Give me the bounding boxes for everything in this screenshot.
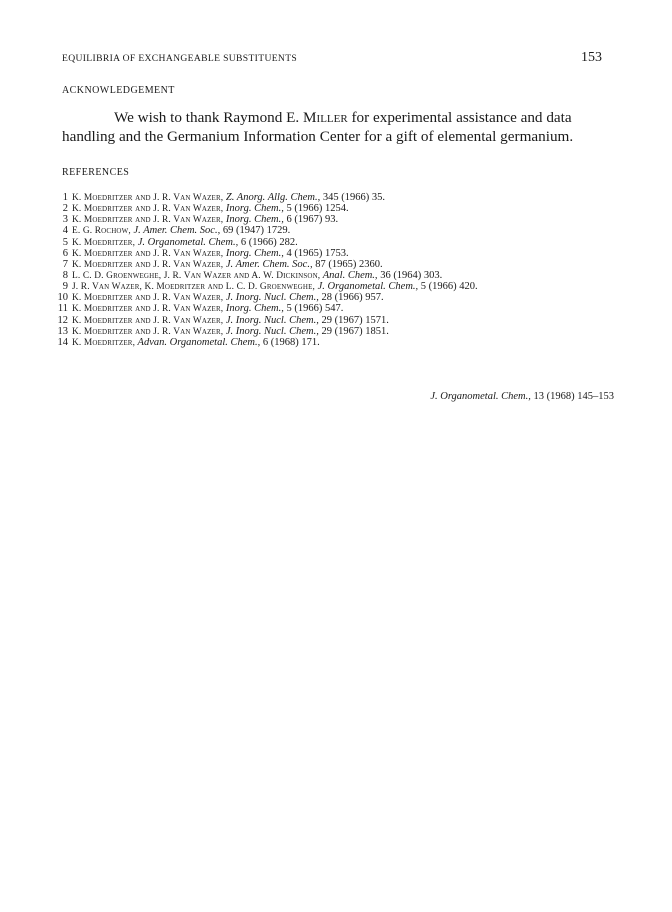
reference-text — [72, 337, 320, 349]
reference-volume-year-page: 5 (1966) 420. — [418, 281, 478, 293]
reference-number: 14 — [57, 336, 68, 348]
reference-number: 2 — [62, 203, 68, 215]
reference-journal: Inorg. Chem., — [223, 203, 284, 215]
reference-journal: J. Amer. Chem. Soc., — [223, 258, 313, 270]
reference-authors: K. Moedritzer and J. R. Van Wazer, — [72, 315, 224, 326]
reference-volume-year-page: 87 (1965) 2360. — [312, 258, 383, 270]
reference-journal: J. Inorg. Nucl. Chem., — [223, 325, 319, 337]
reference-list — [56, 192, 616, 348]
footer-journal: J. Organometal. Chem., — [430, 391, 531, 402]
reference-authors: K. Moedritzer and J. R. Van Wazer, — [72, 204, 224, 215]
reference-number: 11 — [57, 303, 68, 315]
reference-authors: K. Moedritzer, — [72, 337, 136, 348]
reference-journal: Anal. Chem., — [320, 269, 378, 281]
reference-authors: K. Moedritzer, — [72, 237, 136, 248]
reference-authors: L. C. D. Groenweghe, J. R. Van Wazer and A. W. Dickinson, — [72, 270, 321, 281]
reference-item — [56, 237, 616, 248]
reference-item — [56, 259, 616, 270]
reference-authors: K. Moedritzer and J. R. Van Wazer, — [72, 248, 224, 259]
acknowledgement-line-2: handling and the Germanium Information Center for a gift of elemental germanium. — [62, 128, 574, 145]
reference-number: 13 — [57, 325, 68, 337]
reference-journal: J. Organometal. Chem., — [315, 281, 419, 293]
acknowledgement-paragraph — [62, 108, 614, 146]
reference-journal: J. Amer. Chem. Soc., — [130, 225, 221, 237]
reference-number: 1 — [62, 192, 68, 203]
reference-item — [56, 303, 616, 314]
reference-authors: K. Moedritzer and J. R. Van Wazer, — [72, 193, 224, 203]
reference-journal: Z. Anorg. Allg. Chem., — [223, 192, 321, 203]
reference-item — [56, 192, 616, 203]
reference-authors: E. G. Rochow, — [72, 226, 131, 237]
reference-number: 10 — [57, 292, 68, 304]
reference-number: 12 — [57, 314, 68, 326]
footer-citation: 13 (1968) 145–153 — [530, 391, 614, 402]
reference-volume-year-page: 5 (1966) 1254. — [283, 203, 349, 215]
reference-journal: J. Inorg. Nucl. Chem., — [223, 314, 319, 326]
running-title: EQUILIBRIA OF EXCHANGEABLE SUBSTITUENTS — [62, 53, 298, 64]
reference-volume-year-page: 4 (1965) 1753. — [283, 247, 349, 259]
running-head — [62, 50, 602, 66]
reference-item — [56, 225, 616, 236]
reference-item — [56, 248, 616, 259]
reference-volume-year-page: 28 (1966) 957. — [318, 292, 384, 304]
reference-volume-year-page: 6 (1967) 93. — [283, 214, 339, 226]
reference-item — [56, 214, 616, 225]
ack-text-before-name: We wish to thank Raymond E. — [114, 109, 304, 126]
reference-item — [56, 326, 616, 337]
reference-journal: Advan. Organometal. Chem., — [135, 336, 261, 348]
references-heading: REFERENCES — [62, 167, 130, 178]
reference-volume-year-page: 36 (1964) 303. — [377, 269, 443, 281]
reference-volume-year-page: 69 (1947) 1729. — [220, 225, 291, 237]
reference-item — [56, 270, 616, 281]
reference-number: 8 — [62, 269, 68, 281]
acknowledgement-heading: ACKNOWLEDGEMENT — [62, 85, 175, 96]
reference-volume-year-page: 5 (1966) 547. — [283, 303, 344, 315]
reference-number: 4 — [62, 225, 68, 237]
reference-item — [56, 281, 616, 292]
reference-item — [56, 337, 616, 348]
reference-item — [56, 292, 616, 303]
page-number: 153 — [581, 50, 602, 65]
reference-authors: K. Moedritzer and J. R. Van Wazer, — [72, 215, 224, 226]
reference-item — [56, 315, 616, 326]
reference-volume-year-page: 345 (1966) 35. — [320, 192, 385, 203]
reference-journal: Inorg. Chem., — [223, 214, 284, 226]
reference-journal: J. Inorg. Nucl. Chem., — [223, 292, 319, 304]
reference-number: 7 — [62, 258, 68, 270]
reference-item — [56, 203, 616, 214]
ack-text-after-name: for experimental assistance and data — [347, 109, 572, 126]
reference-authors: K. Moedritzer and J. R. Van Wazer, — [72, 326, 224, 337]
reference-number: 3 — [62, 214, 68, 226]
reference-authors: K. Moedritzer and J. R. Van Wazer, — [72, 293, 224, 304]
acknowledgement-line-1 — [62, 108, 614, 127]
reference-journal: J. Organometal. Chem., — [135, 236, 239, 248]
reference-volume-year-page: 29 (1967) 1571. — [318, 314, 389, 326]
ack-person-surname: Miller — [303, 109, 348, 126]
reference-volume-year-page: 6 (1966) 282. — [238, 236, 298, 248]
reference-number: 5 — [62, 236, 68, 248]
reference-volume-year-page: 6 (1968) 171. — [260, 336, 320, 348]
reference-authors: K. Moedritzer and J. R. Van Wazer, — [72, 259, 224, 270]
reference-number: 9 — [62, 281, 68, 293]
reference-journal: Inorg. Chem., — [223, 303, 284, 315]
reference-volume-year-page: 29 (1967) 1851. — [318, 325, 389, 337]
reference-number: 6 — [62, 247, 68, 259]
journal-citation-footer — [430, 391, 614, 402]
reference-authors: J. R. Van Wazer, K. Moedritzer and L. C. D. Groenweghe, — [72, 282, 316, 293]
reference-journal: Inorg. Chem., — [223, 247, 284, 259]
reference-authors: K. Moedritzer and J. R. Van Wazer, — [72, 304, 224, 315]
